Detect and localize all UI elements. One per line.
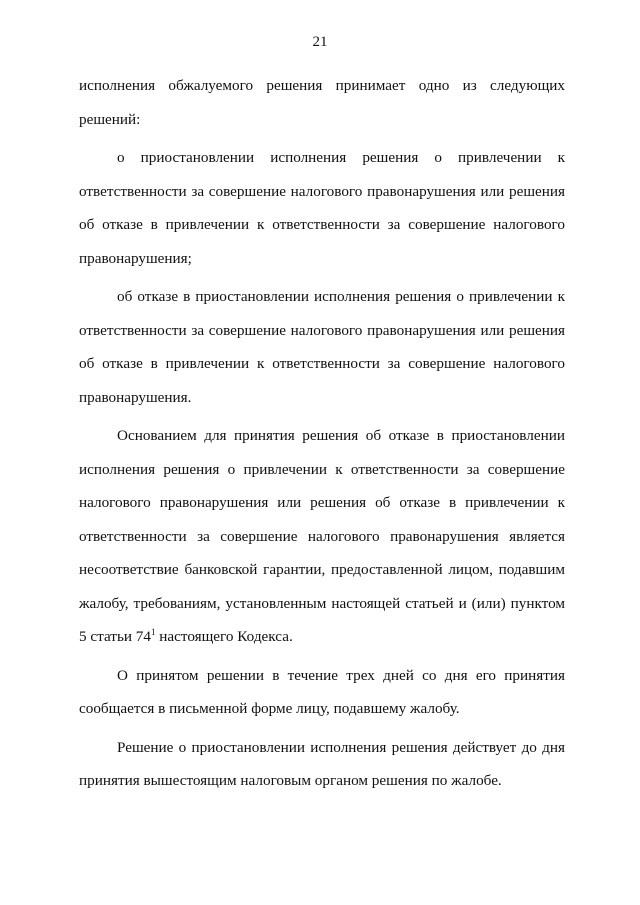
document-body [79, 69, 565, 803]
paragraph-validity: Решение о приостановлении исполнения решения действует до дня принятия вышестоящим налоговым органом решения по жалобе. [79, 738, 565, 789]
paragraph-option-refuse: об отказе в приостановлении исполнения решения о привлечении к ответственности за совершение налогового правонарушения или решения об отказе в привлечении к ответственности за совершение налогового правонарушения. [79, 288, 565, 406]
article-superscript: 1 [150, 627, 156, 637]
paragraph-option-suspend: о приостановлении исполнения решения о привлечении к ответственности за совершение налогового правонарушения или решения об отказе в привлечении к ответственности за совершение налогового правонарушения; [79, 149, 565, 267]
paragraph-grounds-tail: настоящего Кодекса. [155, 628, 293, 645]
paragraph-grounds-for-refusal [79, 419, 565, 654]
paragraph-notification: О принятом решении в течение трех дней со дня его принятия сообщается в письменной форме лицу, подавшему жалобу. [79, 666, 565, 717]
page-number: 21 [312, 34, 328, 50]
paragraph-continuation: исполнения обжалуемого решения принимает одно из следующих решений: [79, 77, 565, 128]
paragraph-grounds-text: Основанием для принятия решения об отказе в приостановлении исполнения решения о привлечении к ответственности за совершение налогового правонарушения или решения об отказе в привлечении к ответственности за совершение налогового правонарушения является несоответствие банковской гарантии, предоставленной лицом, подавшим жалобу, требованиям, установленным настоящей статьей и (или) пунктом 5 статьи 74 [79, 427, 565, 645]
